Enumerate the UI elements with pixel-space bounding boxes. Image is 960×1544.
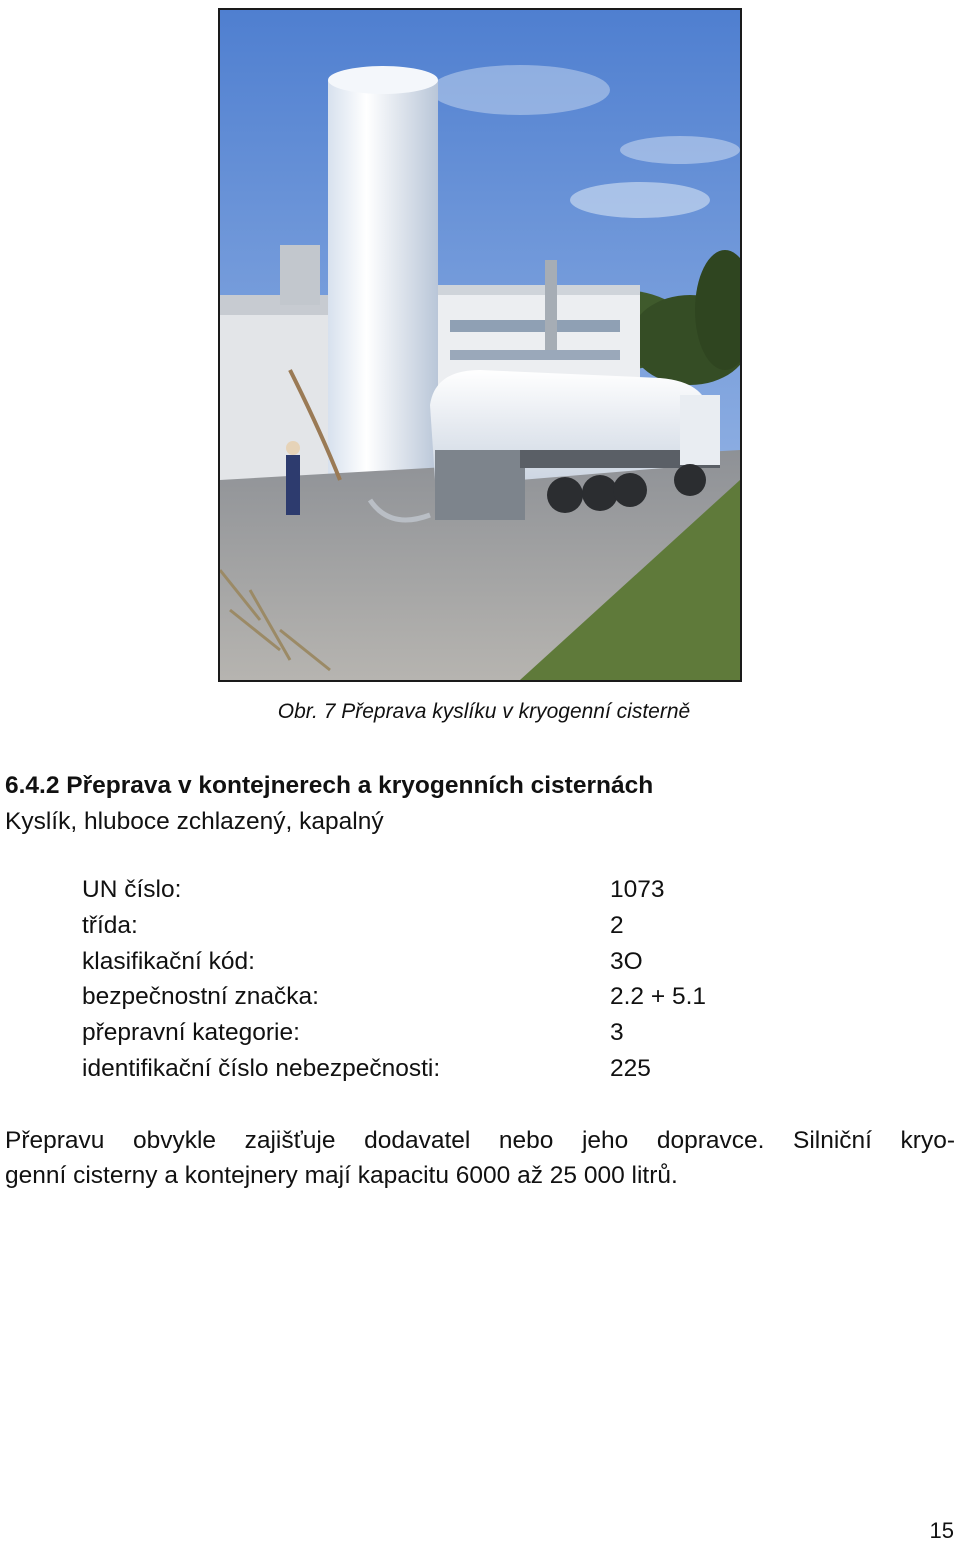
page-number: 15 xyxy=(929,1518,954,1543)
body-paragraph xyxy=(5,1123,955,1193)
property-label: třída: xyxy=(82,911,138,939)
properties-list xyxy=(82,876,782,1091)
paragraph-line-1: Přepravu obvykle zajišťuje dodavatel nebo jeho dopravce. Silniční kryo- xyxy=(5,1127,955,1154)
property-label: bezpečnostní značka: xyxy=(82,983,319,1011)
property-row-transport-category xyxy=(82,1019,782,1055)
property-row-classification-code xyxy=(82,948,782,984)
property-label: přepravní kategorie: xyxy=(82,1019,300,1047)
property-value: 3O xyxy=(610,947,643,975)
property-value: 3 xyxy=(610,1019,624,1047)
property-value: 225 xyxy=(610,1054,651,1082)
paragraph-line-2: genní cisterny a kontejnery mají kapacitu 6000 až 25 000 litrů. xyxy=(5,1162,678,1189)
section-subtitle: Kyslík, hluboce zchlazený, kapalný xyxy=(5,808,384,835)
property-label: identifikační číslo nebezpečnosti: xyxy=(82,1054,441,1082)
figure-caption: Obr. 7 Přeprava kyslíku v kryogenní cisterně xyxy=(277,700,691,723)
property-row-class xyxy=(82,912,782,948)
property-row-hazard-id xyxy=(82,1055,782,1091)
property-label: UN číslo: xyxy=(82,876,182,903)
property-value: 2 xyxy=(610,911,624,939)
property-value: 1073 xyxy=(610,876,665,903)
property-value: 2.2 + 5.1 xyxy=(610,983,707,1011)
figure-photo xyxy=(218,8,742,682)
section-heading: 6.4.2 Přeprava v kontejnerech a kryogenních cisternách xyxy=(5,772,654,799)
property-label: klasifikační kód: xyxy=(82,947,255,975)
property-row-un-number xyxy=(82,876,782,912)
property-row-safety-label xyxy=(82,983,782,1019)
cryogenic-tank-photo xyxy=(220,10,740,680)
